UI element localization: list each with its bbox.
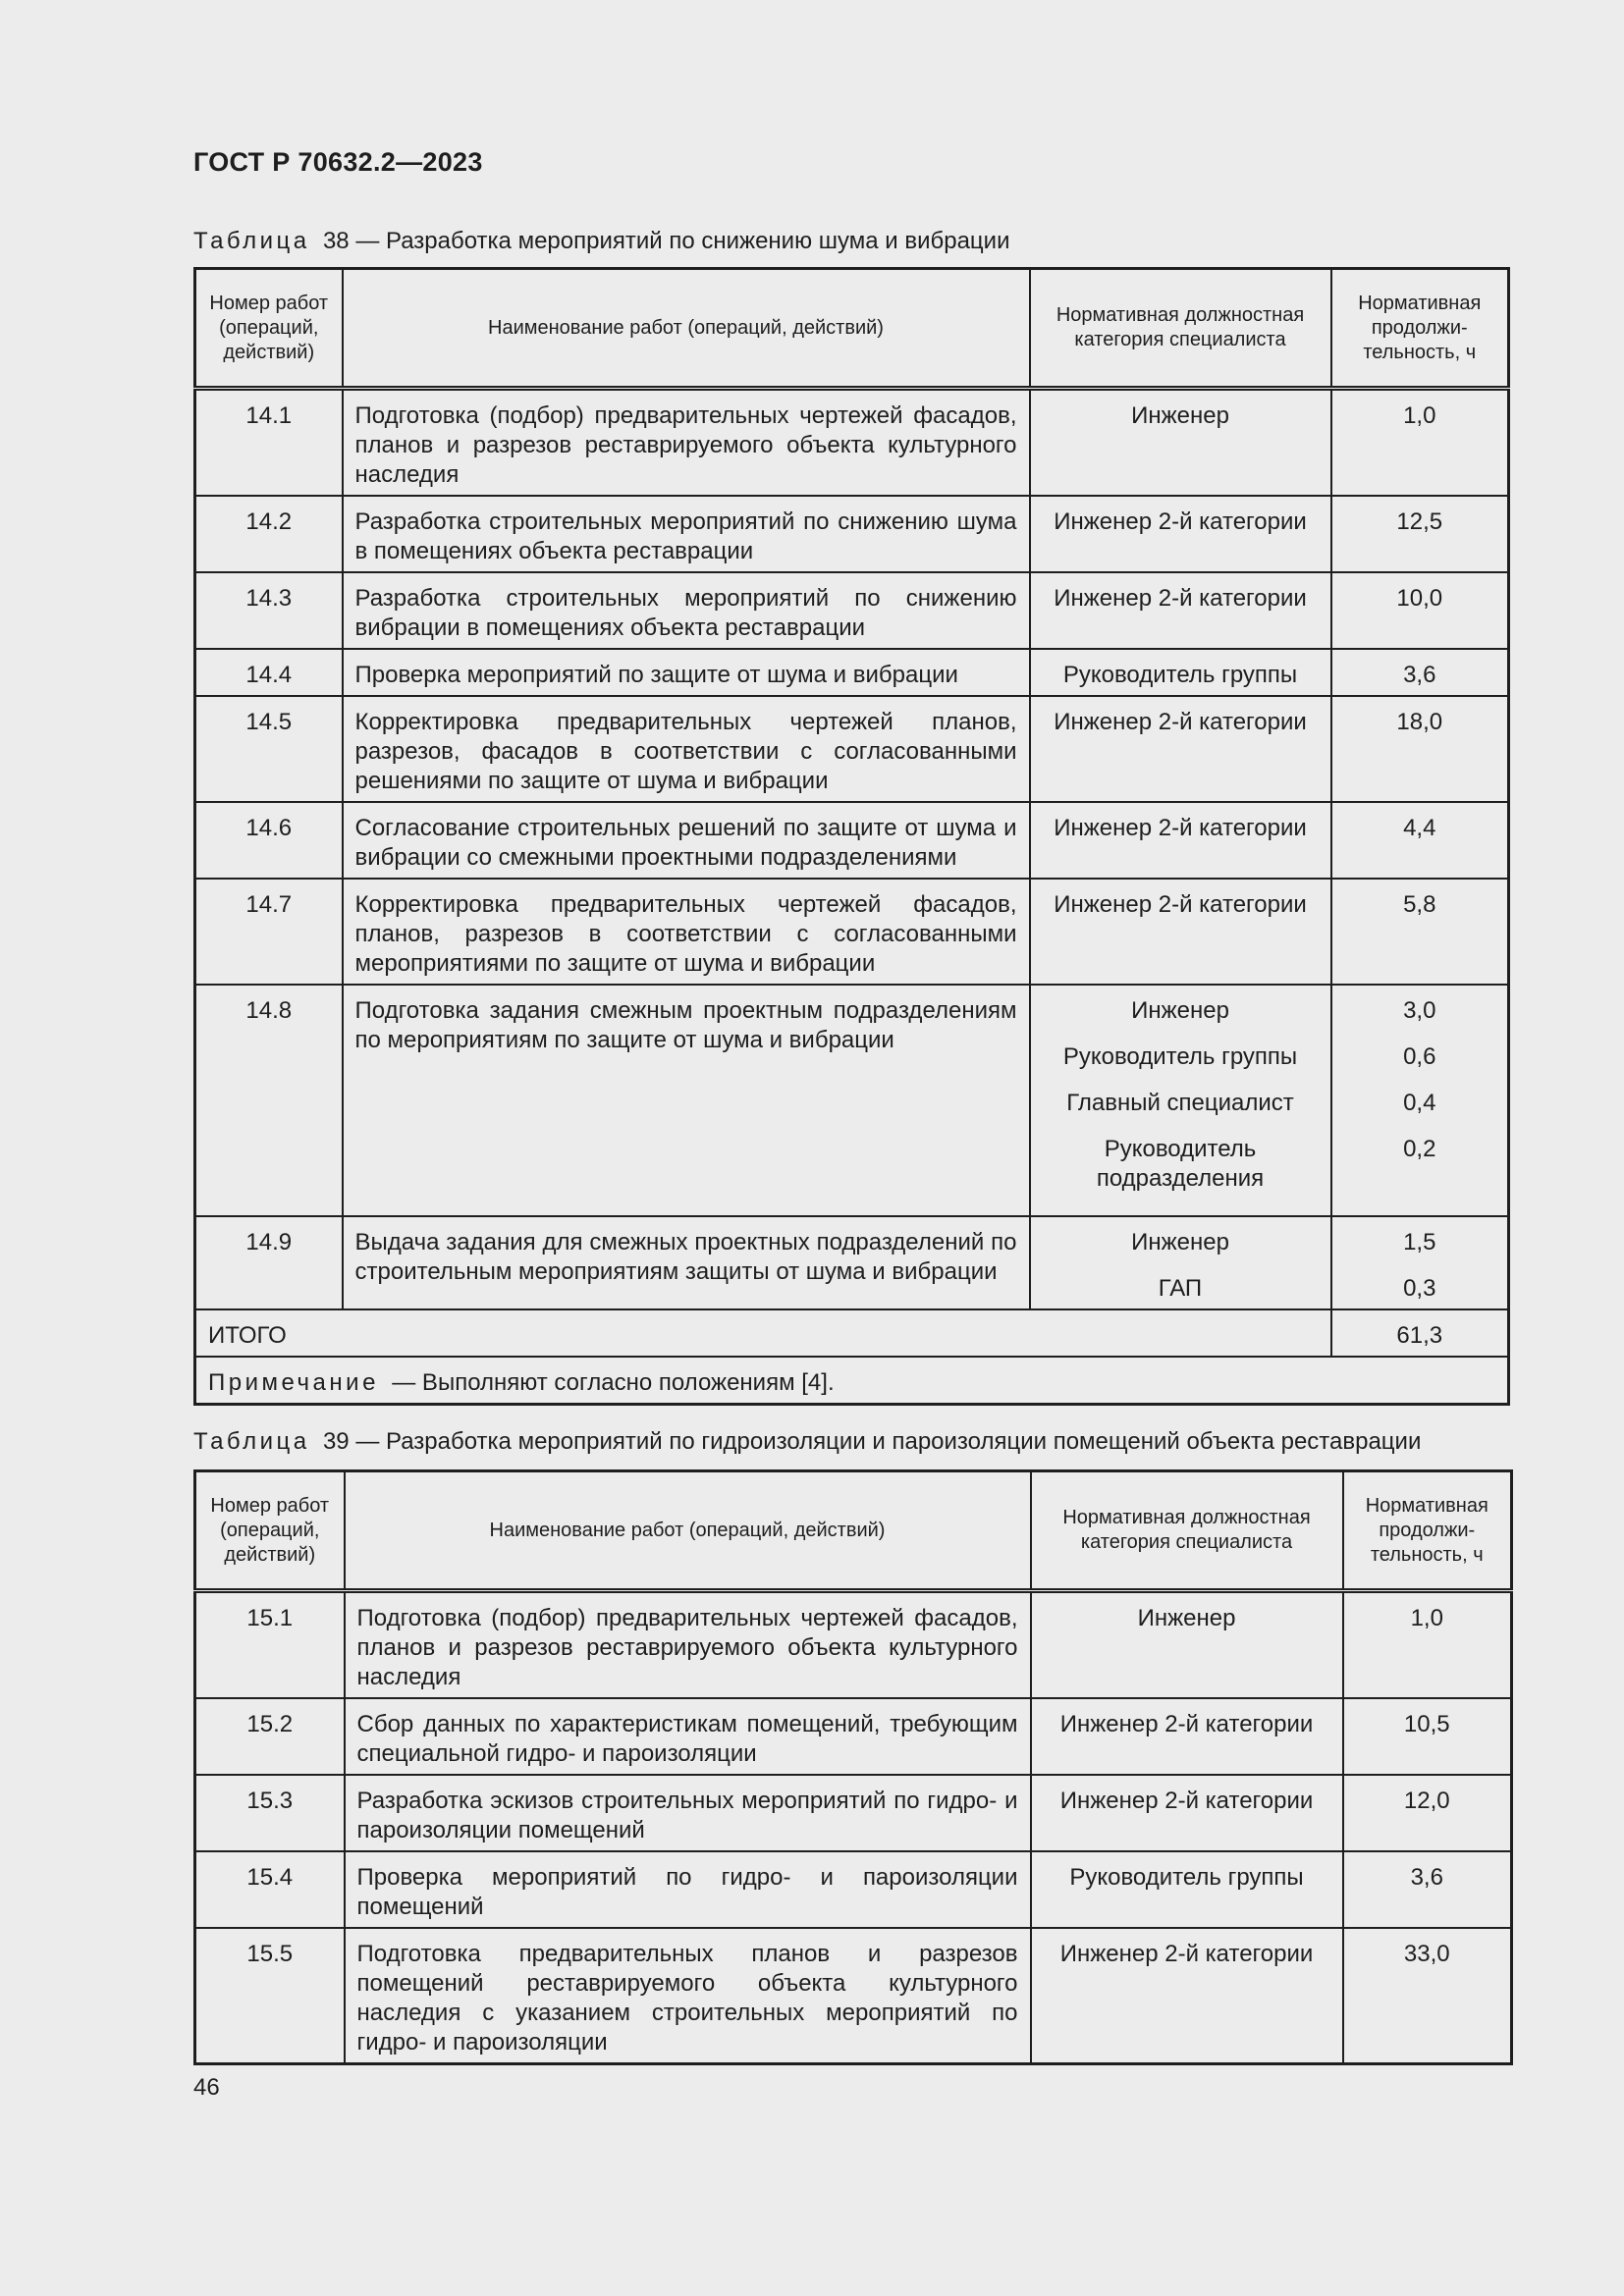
row-duration: 0,2 bbox=[1403, 1136, 1436, 1162]
table-row bbox=[195, 572, 1509, 649]
row-category: Инженер bbox=[1131, 1229, 1229, 1255]
table-39-caption bbox=[193, 1428, 1421, 1456]
row-number: 14.3 bbox=[195, 572, 343, 649]
row-number: 15.4 bbox=[195, 1851, 345, 1928]
row-category-cell bbox=[1030, 802, 1331, 879]
row-number: 15.5 bbox=[195, 1928, 345, 2064]
total-value: 61,3 bbox=[1331, 1309, 1509, 1357]
header-num: Номер работ (операций, действий) bbox=[195, 1471, 345, 1591]
row-category: ГАП bbox=[1158, 1275, 1203, 1302]
row-category: Руководитель группы bbox=[1069, 1864, 1304, 1891]
row-duration-cell bbox=[1331, 496, 1509, 572]
row-category: Инженер bbox=[1131, 997, 1229, 1024]
row-category: Инженер 2-й категории bbox=[1054, 815, 1307, 841]
table-note bbox=[195, 1357, 1509, 1405]
row-category-cell bbox=[1030, 1216, 1331, 1309]
row-category-cell bbox=[1031, 1775, 1343, 1851]
row-work-name: Согласование строительных решений по защите от шума и вибрации со смежными проектными подразделениями bbox=[343, 802, 1030, 879]
row-number: 14.1 bbox=[195, 389, 343, 497]
row-category-cell bbox=[1030, 496, 1331, 572]
row-work-name: Проверка мероприятий по защите от шума и вибрации bbox=[343, 649, 1030, 696]
row-duration: 10,5 bbox=[1403, 1711, 1450, 1737]
row-number: 15.1 bbox=[195, 1591, 345, 1699]
row-duration: 33,0 bbox=[1403, 1941, 1450, 1967]
row-number: 14.5 bbox=[195, 696, 343, 802]
row-category: Главный специалист bbox=[1066, 1090, 1294, 1116]
row-category-cell bbox=[1030, 879, 1331, 985]
row-duration: 3,6 bbox=[1403, 662, 1436, 688]
row-category-cell bbox=[1030, 649, 1331, 696]
header-name: Наименование работ (операций, действий) bbox=[345, 1471, 1031, 1591]
row-duration: 5,8 bbox=[1403, 891, 1436, 918]
row-duration-cell bbox=[1331, 696, 1509, 802]
table-row bbox=[195, 1216, 1509, 1309]
row-category-cell bbox=[1031, 1928, 1343, 2064]
note-label: Примечание bbox=[208, 1369, 379, 1396]
table-row bbox=[195, 802, 1509, 879]
row-work-name: Подготовка (подбор) предварительных чертежей фасадов, планов и разрезов реставрируемого объекта культурного наследия bbox=[343, 389, 1030, 497]
row-category-cell bbox=[1031, 1591, 1343, 1699]
row-category-cell bbox=[1030, 985, 1331, 1216]
row-category: Инженер bbox=[1131, 402, 1229, 429]
row-duration: 1,0 bbox=[1403, 402, 1436, 429]
table-row bbox=[195, 1775, 1512, 1851]
row-work-name: Подготовка (подбор) предварительных чертежей фасадов, планов и разрезов реставрируемого объекта культурного наследия bbox=[345, 1591, 1031, 1699]
header-duration: Нормативная продолжи-тельность, ч bbox=[1343, 1471, 1512, 1591]
row-category: Инженер bbox=[1137, 1605, 1236, 1631]
table-row bbox=[195, 1928, 1512, 2064]
table-38-caption bbox=[193, 228, 1009, 255]
row-work-name: Корректировка предварительных чертежей фасадов, планов, разрезов в соответствии с согласованными мероприятиями по защите от шума и вибрации bbox=[343, 879, 1030, 985]
row-duration-cell bbox=[1331, 572, 1509, 649]
row-category: Руководитель группы bbox=[1062, 662, 1298, 688]
row-number: 14.9 bbox=[195, 1216, 343, 1309]
row-duration-cell bbox=[1331, 879, 1509, 985]
row-duration-cell bbox=[1343, 1851, 1512, 1928]
table-row bbox=[195, 1591, 1512, 1699]
row-duration-cell bbox=[1331, 985, 1509, 1216]
row-duration: 3,0 bbox=[1403, 997, 1436, 1024]
row-duration: 0,6 bbox=[1403, 1043, 1436, 1070]
table-row bbox=[195, 1698, 1512, 1775]
header-duration: Нормативная продолжи-тельность, ч bbox=[1331, 269, 1509, 389]
row-number: 14.4 bbox=[195, 649, 343, 696]
row-work-name: Сбор данных по характеристикам помещений, требующим специальной гидро- и пароизоляции bbox=[345, 1698, 1031, 1775]
row-category: Руководитель группы bbox=[1062, 1043, 1298, 1070]
row-work-name: Выдача задания для смежных проектных подразделений по строительным мероприятиям защиты от шума и вибрации bbox=[343, 1216, 1030, 1309]
row-duration: 18,0 bbox=[1396, 709, 1443, 735]
table-row bbox=[195, 879, 1509, 985]
table-38 bbox=[193, 267, 1510, 1406]
header-category: Нормативная должностная категория специалиста bbox=[1030, 269, 1331, 389]
row-category: Руководитель подразделения bbox=[1096, 1136, 1265, 1192]
row-duration-cell bbox=[1343, 1775, 1512, 1851]
table-39-caption-label: Таблица bbox=[193, 1428, 310, 1455]
row-work-name: Проверка мероприятий по гидро- и пароизоляции помещений bbox=[345, 1851, 1031, 1928]
row-work-name: Разработка строительных мероприятий по снижению вибрации в помещениях объекта реставрации bbox=[343, 572, 1030, 649]
total-label: ИТОГО bbox=[195, 1309, 1331, 1357]
row-duration: 3,6 bbox=[1410, 1864, 1443, 1891]
row-duration: 0,4 bbox=[1403, 1090, 1436, 1116]
row-category: Инженер 2-й категории bbox=[1059, 1941, 1314, 1967]
row-duration-cell bbox=[1343, 1591, 1512, 1699]
table-row bbox=[195, 985, 1509, 1216]
table-row bbox=[195, 496, 1509, 572]
row-number: 14.2 bbox=[195, 496, 343, 572]
header-name: Наименование работ (операций, действий) bbox=[343, 269, 1030, 389]
row-category-cell bbox=[1030, 389, 1331, 497]
row-number: 14.8 bbox=[195, 985, 343, 1216]
row-duration-cell bbox=[1331, 802, 1509, 879]
row-duration-cell bbox=[1331, 389, 1509, 497]
table-row bbox=[195, 1851, 1512, 1928]
table-row bbox=[195, 389, 1509, 497]
row-category: Инженер 2-й категории bbox=[1054, 709, 1307, 735]
row-number: 15.3 bbox=[195, 1775, 345, 1851]
row-category: Инженер 2-й категории bbox=[1054, 508, 1307, 535]
row-number: 14.6 bbox=[195, 802, 343, 879]
document-code: ГОСТ Р 70632.2—2023 bbox=[193, 147, 483, 177]
row-work-name: Подготовка задания смежным проектным подразделениям по мероприятиям по защите от шума и вибрации bbox=[343, 985, 1030, 1216]
header-num: Номер работ (операций, действий) bbox=[195, 269, 343, 389]
table-row bbox=[195, 649, 1509, 696]
table-39-caption-text: 39 — Разработка мероприятий по гидроизоляции и пароизоляции помещений объекта реставрации bbox=[322, 1428, 1422, 1455]
row-duration-cell bbox=[1343, 1698, 1512, 1775]
row-duration: 1,0 bbox=[1410, 1605, 1443, 1631]
row-work-name: Корректировка предварительных чертежей планов, разрезов, фасадов в соответствии с согласованными решениями по защите от шума и вибрации bbox=[343, 696, 1030, 802]
row-duration: 4,4 bbox=[1403, 815, 1436, 841]
row-duration: 12,5 bbox=[1396, 508, 1443, 535]
row-category-cell bbox=[1030, 696, 1331, 802]
row-number: 14.7 bbox=[195, 879, 343, 985]
row-duration-cell bbox=[1331, 1216, 1509, 1309]
page-number: 46 bbox=[193, 2074, 220, 2101]
table-38-caption-label: Таблица bbox=[193, 228, 310, 254]
row-duration: 10,0 bbox=[1396, 585, 1443, 612]
note-text: — Выполняют согласно положениям [4]. bbox=[392, 1369, 835, 1396]
table-row bbox=[195, 696, 1509, 802]
row-work-name: Подготовка предварительных планов и разрезов помещений реставрируемого объекта культурного наследия с указанием строительных мероприятий по гидро- и пароизоляции bbox=[345, 1928, 1031, 2064]
row-duration: 0,3 bbox=[1403, 1275, 1436, 1302]
row-category: Инженер 2-й категории bbox=[1059, 1788, 1314, 1814]
row-work-name: Разработка эскизов строительных мероприятий по гидро- и пароизоляции помещений bbox=[345, 1775, 1031, 1851]
row-number: 15.2 bbox=[195, 1698, 345, 1775]
row-category-cell bbox=[1030, 572, 1331, 649]
row-category-cell bbox=[1031, 1851, 1343, 1928]
row-category: Инженер 2-й категории bbox=[1054, 585, 1307, 612]
row-duration: 12,0 bbox=[1403, 1788, 1450, 1814]
row-duration-cell bbox=[1331, 649, 1509, 696]
row-category-cell bbox=[1031, 1698, 1343, 1775]
row-category: Инженер 2-й категории bbox=[1059, 1711, 1314, 1737]
row-duration-cell bbox=[1343, 1928, 1512, 2064]
row-duration: 1,5 bbox=[1403, 1229, 1436, 1255]
row-category: Инженер 2-й категории bbox=[1054, 891, 1307, 918]
table-38-caption-text: 38 — Разработка мероприятий по снижению шума и вибрации bbox=[322, 228, 1010, 254]
header-category: Нормативная должностная категория специалиста bbox=[1031, 1471, 1343, 1591]
row-work-name: Разработка строительных мероприятий по снижению шума в помещениях объекта реставрации bbox=[343, 496, 1030, 572]
table-39 bbox=[193, 1469, 1513, 2065]
